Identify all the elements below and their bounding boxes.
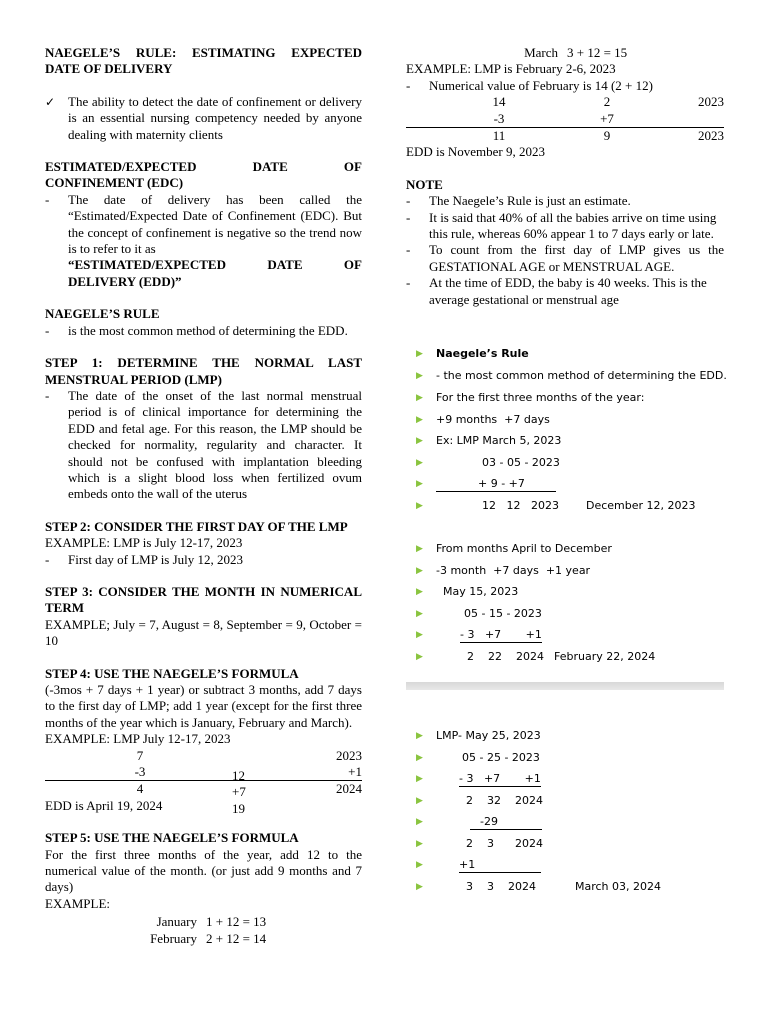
calc-row [406, 111, 724, 128]
edc-heading-line-1: ESTIMATED/EXPECTED DATE OF [45, 159, 362, 175]
slide-text: May 15, 2023 [443, 585, 519, 598]
slide-text: -3 month +7 days +1 year [436, 564, 591, 577]
dash-marker: - [45, 191, 50, 207]
note-text: The Naegele’s Rule is just an estimate. [429, 193, 631, 209]
month-row [45, 931, 362, 947]
step4-text: (-3mos + 7 days + 1 year) or subtract 3 months, add 7 days to the first day of LMP; add 1 year (except for the first three months of the year which is January, February and March). [45, 682, 362, 730]
step4-example: EXAMPLE: LMP July 12-17, 2023 [45, 731, 231, 747]
slide-text: Naegele’s Rule [436, 347, 529, 360]
slide-text: +9 months +7 days [436, 413, 550, 426]
slide-text: 12 12 2023 [482, 499, 559, 512]
step5-example: EXAMPLE: [45, 895, 110, 911]
calc-row [45, 748, 362, 764]
triangle-bullet-icon: ▶ [416, 652, 423, 662]
dash-marker: - [406, 77, 411, 93]
step3-section [45, 584, 362, 650]
intro-text: The ability to detect the date of confinement or delivery is an essential nursing competency needed by anyone dealing with maternity clients [68, 93, 362, 142]
dash-marker: - [406, 242, 411, 258]
triangle-bullet-icon: ▶ [416, 458, 423, 468]
month-label: January [156, 914, 197, 930]
triangle-bullet-icon: ▶ [416, 630, 423, 640]
triangle-bullet-icon: ▶ [416, 544, 423, 554]
note-item [406, 210, 724, 243]
note-text: To count from the first day of LMP gives us the GESTATIONAL AGE or MENSTRUAL AGE. [429, 242, 724, 274]
triangle-bullet-icon: ▶ [416, 731, 423, 741]
right-column [406, 45, 724, 308]
slide-text: From months April to December [436, 542, 612, 555]
slide-text: - 3 +7 +1 [459, 772, 541, 785]
triangle-bullet-icon: ▶ [416, 882, 423, 892]
slide-text: 2 3 2024 [466, 837, 543, 850]
calc-cell: 9 [603, 128, 611, 144]
edc-text [68, 192, 362, 290]
triangle-bullet-icon: ▶ [416, 796, 423, 806]
note-item [406, 275, 724, 308]
dash-marker: - [406, 193, 411, 209]
step2-item [45, 552, 362, 568]
step4-heading: STEP 4: USE THE NAEGELE’S FORMULA [45, 665, 299, 681]
triangle-bullet-icon: ▶ [416, 860, 423, 870]
slide-text: February 22, 2024 [554, 650, 656, 663]
note-text: It is said that 40% of all the babies arrive on time using this rule, whereas 60% appear 1 to 7 days early or late. [429, 209, 717, 242]
triangle-bullet-icon: ▶ [416, 349, 423, 359]
step2-text: First day of LMP is July 12, 2023 [68, 551, 244, 567]
triangle-bullet-icon: ▶ [416, 393, 423, 403]
edc-item [45, 192, 362, 290]
slide-text: 03 - 05 - 2023 [482, 456, 560, 469]
month-label: February [150, 930, 197, 946]
calc-cell: 19 [232, 801, 245, 816]
slide-text-inner: + 9 - +7 [478, 477, 525, 490]
feb-edd: EDD is November 9, 2023 [406, 144, 546, 160]
rule-heading: NAEGELE’S RULE [45, 306, 160, 322]
step1-heading: STEP 1: DETERMINE THE NORMAL LAST MENSTRUAL PERIOD (LMP) [45, 355, 362, 387]
edc-text-body: The date of delivery has been called the “Estimated/Expected Date of Confinement (EDC). But the concept of confinement is negative so the trend now is to refer to it as [68, 191, 362, 257]
calc-cell: +1 [348, 764, 362, 780]
calc-cell: +7 [232, 784, 246, 799]
step2-section [45, 519, 362, 568]
calc-row [406, 94, 724, 110]
edc-section [45, 159, 362, 290]
calc-row [45, 764, 362, 781]
step2-example: EXAMPLE: LMP is July 12-17, 2023 [45, 535, 243, 551]
calc-cell: 2024 [336, 781, 362, 797]
slide-text: - 3 +7 +1 [460, 628, 542, 641]
intro-item [45, 94, 362, 143]
month-calc: 3 + 12 = 15 [567, 45, 628, 60]
rule-item [45, 323, 362, 339]
step1-text: The date of the onset of the last normal menstrual period is of clinical importance for determining the EDD and fetal age. For this reason, the LMP should be checked for normality, regularity and character. It should not be confused with implantation bleeding which is a slight blood loss when fertilized ovum embeds onto the wall of the uterus [68, 387, 362, 502]
slide-text: December 12, 2023 [586, 499, 696, 512]
feb-item [406, 78, 724, 94]
slide-text: -29 [470, 815, 542, 830]
edc-text-bold-2: DELIVERY (EDD)” [68, 273, 182, 289]
calc-cell: 2023 [698, 94, 724, 110]
calc-cell: 2 [603, 94, 611, 110]
triangle-bullet-icon: ▶ [416, 817, 423, 827]
month-calc: 1 + 12 = 13 [206, 914, 267, 930]
slide-text: 05 - 25 - 2023 [462, 751, 540, 764]
edc-text-bold-1: “ESTIMATED/EXPECTED DATE OF [68, 257, 362, 273]
step3-heading: STEP 3: CONSIDER THE MONTH IN NUMERICAL TERM [45, 583, 362, 616]
dash-marker: - [45, 387, 50, 403]
note-item [406, 242, 724, 275]
slide-separator [406, 682, 724, 690]
note-item [406, 193, 724, 209]
month-row [45, 914, 362, 930]
month-label: March [524, 45, 558, 60]
triangle-bullet-icon: ▶ [416, 609, 423, 619]
step4-result: EDD is April 19, 2024 [45, 797, 163, 813]
triangle-bullet-icon: ▶ [416, 436, 423, 446]
triangle-bullet-icon: ▶ [416, 839, 423, 849]
note-text: At the time of EDD, the baby is 40 weeks. This is the average gestational or menstrual age [429, 275, 707, 307]
left-column [45, 45, 362, 947]
calc-cell: 12 [232, 768, 245, 783]
calc-cell: +7 [600, 110, 614, 126]
dash-marker: - [406, 275, 411, 291]
triangle-bullet-icon: ▶ [416, 753, 423, 763]
calc-cell: 11 [492, 128, 506, 144]
triangle-bullet-icon: ▶ [416, 587, 423, 597]
feb-calc-table [406, 94, 724, 144]
rule-section [45, 306, 362, 339]
dash-marker: - [406, 209, 411, 225]
triangle-bullet-icon: ▶ [416, 415, 423, 425]
dash-marker: - [45, 322, 50, 338]
note-section [406, 177, 724, 308]
triangle-bullet-icon: ▶ [416, 479, 423, 489]
slide-text: For the first three months of the year: [436, 391, 645, 404]
triangle-bullet-icon: ▶ [416, 566, 423, 576]
rule-text: is the most common method of determining the EDD. [68, 322, 348, 338]
step3-text: EXAMPLE; July = 7, August = 8, September = 9, October = 10 [45, 616, 362, 649]
step4-section [45, 666, 362, 815]
triangle-bullet-icon: ▶ [416, 774, 423, 784]
calc-cell: 7 [136, 747, 144, 763]
feb-numerical: Numerical value of February is 14 (2 + 12) [429, 77, 653, 93]
calc-cell: 2023 [698, 128, 724, 144]
calc-cell: 14 [492, 94, 506, 110]
triangle-bullet-icon: ▶ [416, 371, 423, 381]
feb-example: EXAMPLE: LMP is February 2-6, 2023 [406, 61, 616, 77]
step2-heading: STEP 2: CONSIDER THE FIRST DAY OF THE LMP [45, 518, 348, 534]
calc-row [45, 781, 362, 797]
slide-text: LMP- May 25, 2023 [436, 729, 541, 742]
step1-section [45, 355, 362, 503]
slide-text: Ex: LMP March 5, 2023 [436, 434, 562, 447]
dash-marker: - [45, 551, 50, 567]
slide-text: - the most common method of determining the EDD. [436, 369, 727, 382]
document-title: NAEGELE’S RULE: ESTIMATING EXPECTED DATE OF DELIVERY [45, 45, 362, 77]
note-heading: NOTE [406, 176, 443, 192]
step5-heading: STEP 5: USE THE NAEGELE’S FORMULA [45, 830, 299, 846]
slide-text: 05 - 15 - 2023 [464, 607, 542, 620]
slide-text: 2 32 2024 [466, 794, 543, 807]
slide-text: March 03, 2024 [575, 880, 662, 893]
calc-cell: -3 [493, 110, 505, 126]
calc-cell: 2023 [336, 747, 362, 763]
slide-text: +1 [459, 858, 541, 873]
step5-text: For the first three months of the year, add 12 to the numerical value of the month. (or just add 9 months and 7 days) [45, 846, 362, 895]
calc-cell: -3 [134, 764, 146, 780]
slide-text: 3 3 2024 [466, 880, 536, 893]
calc-cell: 4 [136, 781, 144, 797]
step4-calc-table [45, 748, 362, 798]
edc-heading-line-2: CONFINEMENT (EDC) [45, 175, 184, 191]
calc-row [406, 128, 724, 144]
calc-cell [622, 111, 724, 127]
slide-text [436, 477, 556, 492]
check-icon: ✓ [45, 94, 56, 109]
march-row [406, 45, 724, 61]
step5-section [45, 830, 362, 947]
triangle-bullet-icon: ▶ [416, 501, 423, 511]
month-calc: 2 + 12 = 14 [206, 930, 267, 946]
step1-item [45, 388, 362, 503]
slide-text: 2 22 2024 [467, 650, 544, 663]
